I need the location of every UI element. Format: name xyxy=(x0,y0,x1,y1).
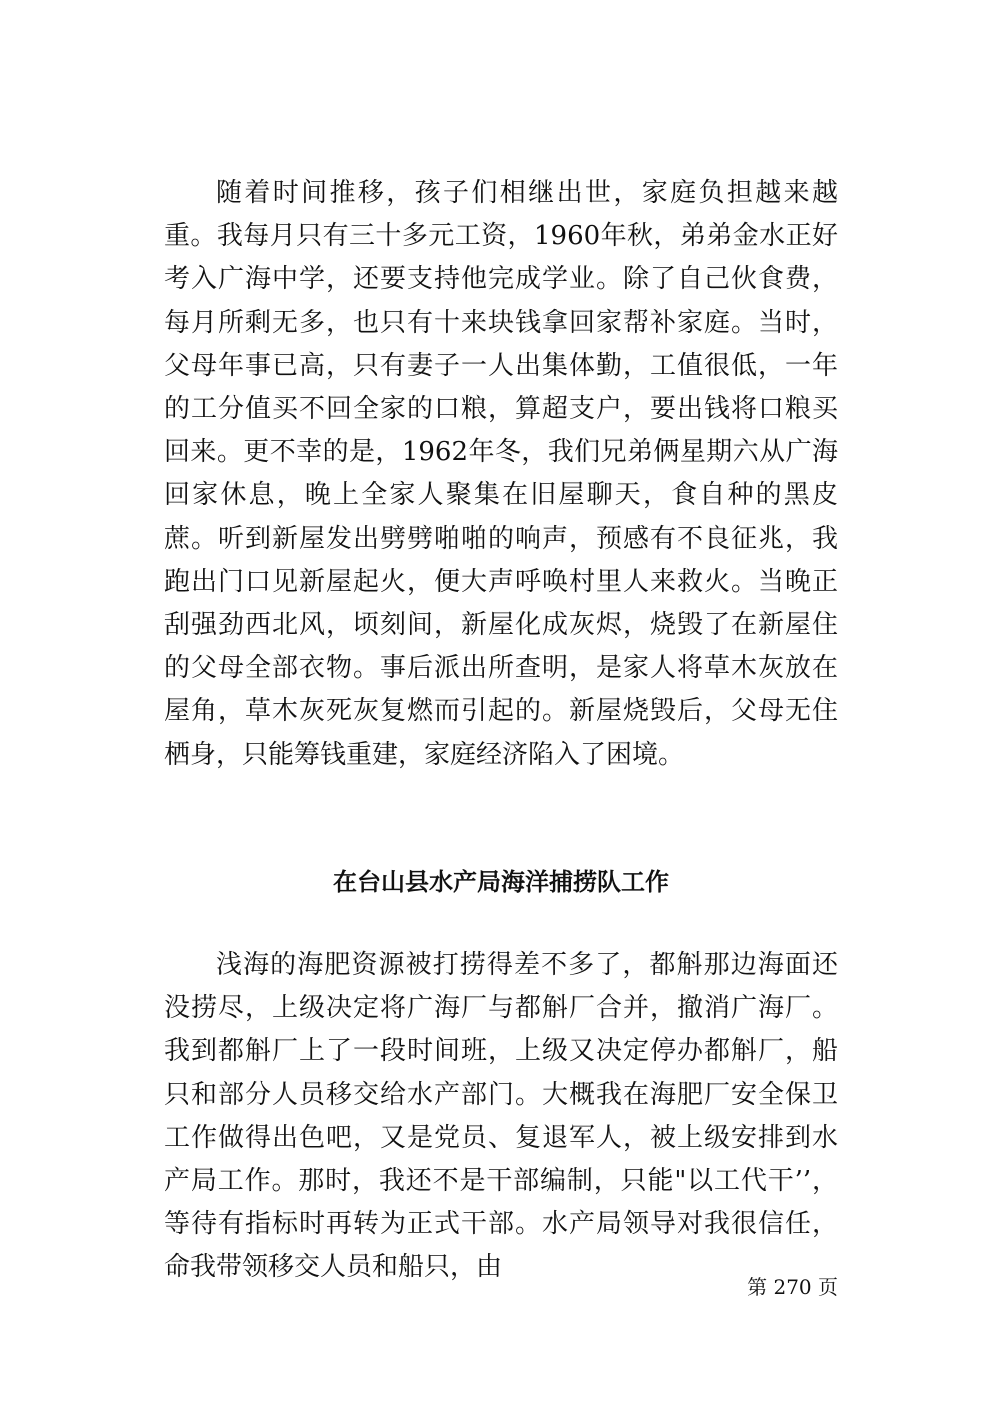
paragraph-family-hardship: 随着时间推移，孩子们相继出世，家庭负担越来越重。我每月只有三十多元工资，1960年秋，弟弟金水正好考入广海中学，还要支持他完成学业。除了自己伙食费，每月所剩无多，也只有十来块钱拿回家帮补家庭。当时，父母年事已高，只有妻子一人出集体勤，工值很低，一年的工分值买不回全家的口粮，算超支户，要出钱将口粮买回来。更不幸的是，1962年冬，我们兄弟俩星期六从广海回家休息，晚上全家人聚集在旧屋聊天，食自种的黑皮蔗。听到新屋发出劈劈啪啪的响声，预感有不良征兆，我跑出门口见新屋起火，便大声呼唤村里人来救火。当晚正刮强劲西北风，顷刻间，新屋化成灰烬，烧毁了在新屋住的父母全部衣物。事后派出所查明，是家人将草木灰放在屋角，草木灰死灰复燃而引起的。新屋烧毁后，父母无住栖身，只能筹钱重建，家庭经济陷入了困境。 xyxy=(164,178,838,770)
section-heading: 在台山县水产局海洋捕捞队工作 xyxy=(333,868,669,896)
paragraph-fisheries-bureau: 浅海的海肥资源被打捞得差不多了，都斛那边海面还没捞尽，上级决定将广海厂与都斛厂合并，撤消广海厂。我到都斛厂上了一段时间班，上级又决定停办都斛厂，船只和部分人员移交给水产部门。大概我在海肥厂安全保卫工作做得出色吧，又是党员、复退军人，被上级安排到水产局工作。那时，我还不是干部编制，只能"以工代干’’，等待有指标时再转为正式干部。水产局领导对我很信任，命我带领移交人员和船只，由 xyxy=(164,950,838,1283)
page-number: 第 270 页 xyxy=(747,1275,838,1299)
